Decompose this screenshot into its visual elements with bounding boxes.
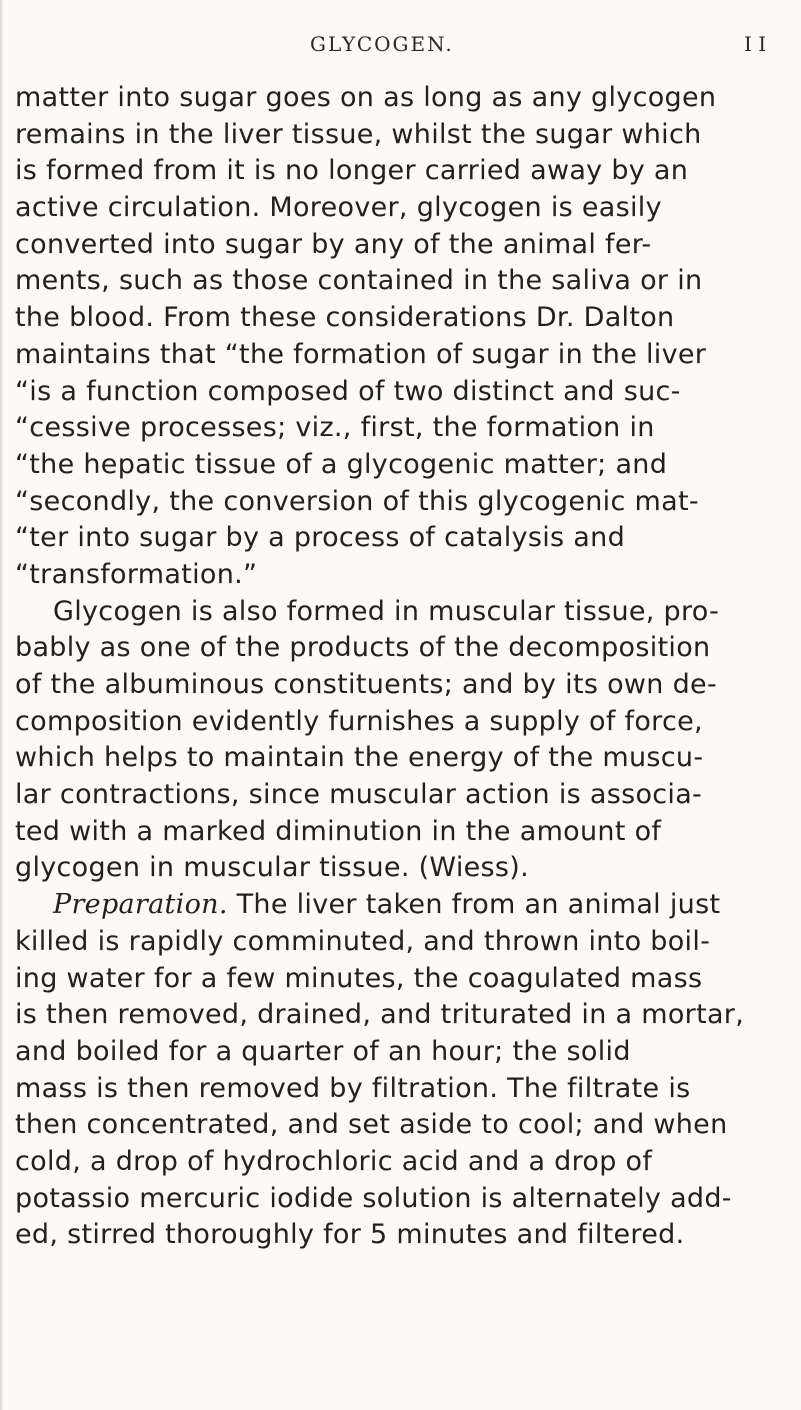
text-line: converted into sugar by any of the animal fer- [15, 228, 652, 260]
text-line: ments, such as those contained in the saliva or in [15, 265, 703, 297]
text-line: ing water for a few minutes, the coagulated mass [15, 962, 703, 994]
text-line: ed, stirred thoroughly for 5 minutes and filtered. [15, 1219, 685, 1251]
text-line: the blood. From these considerations Dr. Dalton [15, 302, 675, 334]
page-edge-shadow [0, 0, 4, 1410]
text-line: “cessive processes; viz., first, the formation in [15, 412, 655, 444]
text-line: cold, a drop of hydrochloric acid and a drop of [15, 1145, 653, 1177]
page-number: I I [744, 32, 767, 56]
paragraph-start-line: Glycogen is also formed in muscular tissue, pro- [53, 595, 720, 627]
text-line: lar contractions, since muscular action is associa- [15, 779, 703, 811]
body-text [15, 80, 795, 1254]
text-line: is formed from it is no longer carried away by an [15, 155, 689, 187]
text-line: glycogen in muscular tissue. (Wiess). [15, 852, 530, 884]
text-line: and boiled for a quarter of an hour; the solid [15, 1035, 631, 1067]
preparation-line [15, 887, 795, 924]
text-line: “the hepatic tissue of a glycogenic matter; and [15, 448, 668, 480]
text-line: remains in the liver tissue, whilst the sugar which [15, 118, 702, 150]
text-line: “secondly, the conversion of this glycogenic mat- [15, 485, 699, 517]
text-line: matter into sugar goes on as long as any glycogen [15, 82, 717, 113]
text-line: of the albuminous constituents; and by its own de- [15, 669, 717, 700]
preparation-heading: Preparation. [53, 889, 228, 921]
text-line: which helps to maintain the energy of the muscu- [15, 742, 704, 774]
text-line: then concentrated, and set aside to cool; and when [15, 1109, 728, 1141]
text-line: killed is rapidly comminuted, and thrown into boil- [15, 925, 711, 957]
text-line: is then removed, drained, and triturated in a mortar, [15, 999, 745, 1031]
page-header [0, 20, 801, 60]
text-line: active circulation. Moreover, glycogen is easily [15, 192, 662, 224]
text-line: ted with a marked diminution in the amount of [15, 815, 662, 847]
preparation-line-text: The liver taken from an animal just [227, 889, 721, 921]
text-line: composition evidently furnishes a supply of force, [15, 705, 703, 737]
text-line: “transformation.” [15, 558, 258, 590]
running-head: GLYCOGEN. [310, 32, 454, 56]
text-line: bably as one of the products of the decomposition [15, 632, 711, 664]
text-line: “ter into sugar by a process of catalysis and [15, 522, 626, 554]
text-line: mass is then removed by filtration. The filtrate is [15, 1072, 691, 1104]
text-line: potassio mercuric iodide solution is alternately add- [15, 1182, 732, 1214]
text-line: “is a function composed of two distinct and suc- [15, 375, 681, 407]
text-line: maintains that “the formation of sugar in the liver [15, 338, 707, 370]
